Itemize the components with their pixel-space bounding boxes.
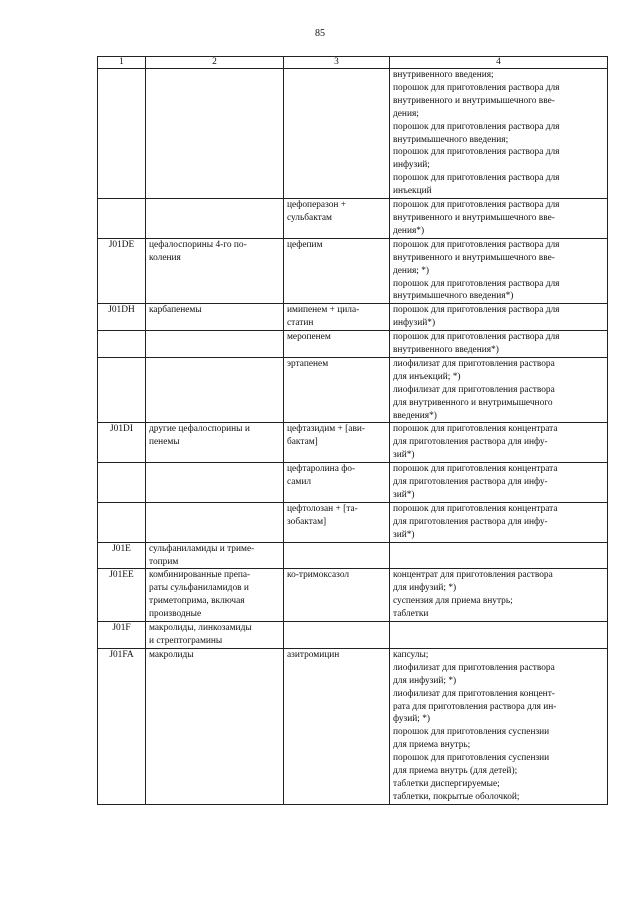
cell-line: лиофилизат для приготовления раствора [393,384,555,395]
cell-line: для приготовления раствора для инфу- [393,437,548,448]
cell-line: для приготовления раствора для инфу- [393,516,548,527]
atc-code-cell [98,69,146,199]
atc-code-cell [98,331,146,358]
table-row [98,542,608,569]
table-row [98,69,608,199]
atc-code-cell: J01FA [98,648,146,804]
atc-code-cell: J01F [98,622,146,649]
table-row [98,331,608,358]
dosage-forms-cell [390,542,608,569]
drug-name-cell [284,648,390,804]
cell-line: ко-тримоксазол [287,570,350,581]
header-col-4: 4 [390,57,608,69]
cell-line: порошок для приготовления раствора для [393,332,560,343]
cell-line: зий*) [393,450,415,461]
cell-line: для приема внутрь; [393,740,471,751]
cell-line: триметоприма, включая [149,596,245,607]
cell-line: карбапенемы [149,305,202,316]
cell-line: коления [149,252,181,263]
cell-line: порошок для приготовления концентрата [393,424,558,435]
cell-line: порошок для приготовления раствора для [393,82,560,93]
cell-line: фузий; *) [393,714,431,725]
cell-line: дения; [393,108,419,119]
cell-line: внутримышечного введения*) [393,291,514,302]
cell-line: инъекций [393,186,432,197]
cell-line: для приема внутрь (для детей); [393,766,518,777]
cell-line: концентрат для приготовления раствора [393,570,553,581]
dosage-forms-cell [390,304,608,331]
group-cell [146,542,284,569]
table-row [98,423,608,463]
header-col-3: 3 [284,57,390,69]
atc-code-cell [98,199,146,239]
cell-line: цефоперазон + [287,200,347,211]
cell-line: внутривенного введения*) [393,345,499,356]
dosage-forms-cell [390,622,608,649]
cell-line: статин [287,318,314,329]
atc-code-cell: J01DH [98,304,146,331]
cell-line: рата для приготовления раствора для ин- [393,701,557,712]
cell-line: макролиды, линкозамиды [149,623,252,634]
cell-line: для инфузий; *) [393,583,457,594]
drug-name-cell [284,357,390,423]
group-cell [146,304,284,331]
drug-name-cell [284,199,390,239]
cell-line: порошок для приготовления концентрата [393,503,558,514]
cell-line: порошок для приготовления раствора для [393,305,560,316]
table-row [98,357,608,423]
cell-line: порошок для приготовления раствора для [393,278,560,289]
drug-name-cell [284,569,390,622]
dosage-forms-cell [390,648,608,804]
atc-code-cell: J01DE [98,238,146,304]
dosage-forms-cell [390,357,608,423]
drug-name-cell [284,502,390,542]
cell-line: сульбактам [287,212,332,223]
cell-line: азитромицин [287,649,340,660]
header-col-2: 2 [146,57,284,69]
cell-line: инфузий*) [393,318,436,329]
cell-line: внутримышечного введения; [393,134,509,145]
table-row [98,502,608,542]
group-cell [146,648,284,804]
header-col-1: 1 [98,57,146,69]
cell-line: капсулы; [393,649,429,660]
drug-name-cell [284,463,390,503]
cell-line: цефалоспорины 4-го по- [149,239,247,250]
atc-code-cell: J01DI [98,423,146,463]
page-number: 85 [315,28,325,39]
cell-line: сульфаниламиды и триме- [149,543,255,554]
cell-line: макролиды [149,649,194,660]
dosage-forms-cell [390,423,608,463]
cell-line: внутривенного введения; [393,70,494,80]
drug-name-cell [284,238,390,304]
cell-line: порошок для приготовления раствора для [393,121,560,132]
cell-line: порошок для приготовления суспензии [393,753,550,764]
cell-line: раты сульфаниламидов и [149,583,249,594]
cell-line: цефтаролина фо- [287,464,356,475]
table-row [98,622,608,649]
cell-line: порошок для приготовления раствора для [393,147,560,158]
cell-line: таблетки [393,609,429,620]
dosage-forms-cell [390,463,608,503]
cell-line: внутривенного и внутримышечного вве- [393,212,555,223]
group-cell [146,463,284,503]
cell-line: бактам] [287,437,318,448]
group-cell [146,199,284,239]
atc-code-cell: J01EE [98,569,146,622]
drug-name-cell [284,331,390,358]
atc-code-cell [98,357,146,423]
table-row [98,304,608,331]
cell-line: цефтолозан + [та- [287,503,358,514]
cell-line: комбинированные препа- [149,570,251,581]
cell-line: порошок для приготовления раствора для [393,173,560,184]
dosage-forms-cell [390,199,608,239]
drug-name-cell [284,542,390,569]
drug-name-cell [284,69,390,199]
dosage-forms-cell [390,69,608,199]
cell-line: дения*) [393,225,425,236]
cell-line: внутривенного и внутримышечного вве- [393,252,555,263]
cell-line: порошок для приготовления раствора для [393,239,560,250]
cell-line: эртапенем [287,358,329,369]
dosage-forms-cell [390,502,608,542]
table-row [98,648,608,804]
atc-code-cell: J01E [98,542,146,569]
atc-code-cell [98,502,146,542]
cell-line: самил [287,477,312,488]
cell-line: порошок для приготовления суспензии [393,727,550,738]
cell-line: для внутривенного и внутримышечного [393,397,553,408]
drug-name-cell [284,622,390,649]
group-cell [146,357,284,423]
cell-line: меропенем [287,332,331,343]
table-row [98,463,608,503]
cell-line: порошок для приготовления раствора для [393,200,560,211]
table-row [98,569,608,622]
drug-name-cell [284,304,390,331]
cell-line: таблетки диспергируемые; [393,778,500,789]
cell-line: лиофилизат для приготовления раствора [393,662,555,673]
cell-line: зий*) [393,490,415,500]
cell-line: производные [149,609,202,620]
group-cell [146,331,284,358]
cell-line: для инъекций; *) [393,371,461,382]
cell-line: лиофилизат для приготовления концент- [393,688,555,699]
cell-line: введения*) [393,410,437,421]
cell-line: суспензия для приема внутрь; [393,596,513,607]
cell-line: внутривенного и внутримышечного вве- [393,95,555,106]
cell-line: лиофилизат для приготовления раствора [393,358,555,369]
cell-line: инфузий; [393,160,430,171]
dosage-forms-cell [390,331,608,358]
cell-line: дения; *) [393,265,430,276]
cell-line: таблетки, покрытые оболочкой; [393,791,520,802]
dosage-forms-cell [390,238,608,304]
cell-line: порошок для приготовления концентрата [393,464,558,475]
group-cell [146,238,284,304]
cell-line: цефепим [287,239,323,250]
drug-table [97,56,608,805]
table-row [98,199,608,239]
group-cell [146,622,284,649]
cell-line: имипенем + цила- [287,305,360,316]
group-cell [146,423,284,463]
cell-line: зий*) [393,529,415,540]
cell-line: пенемы [149,437,180,448]
cell-line: другие цефалоспорины и [149,424,250,435]
drug-name-cell [284,423,390,463]
cell-line: зобактам] [287,516,327,527]
cell-line: и стрептограмины [149,635,223,646]
group-cell [146,69,284,199]
cell-line: для приготовления раствора для инфу- [393,477,548,488]
cell-line: топрим [149,556,179,567]
group-cell [146,502,284,542]
table-header-row [98,57,608,69]
cell-line: цефтазидим + [ави- [287,424,366,435]
cell-line: для инфузий; *) [393,675,457,686]
atc-code-cell [98,463,146,503]
dosage-forms-cell [390,569,608,622]
table-row [98,238,608,304]
group-cell [146,569,284,622]
